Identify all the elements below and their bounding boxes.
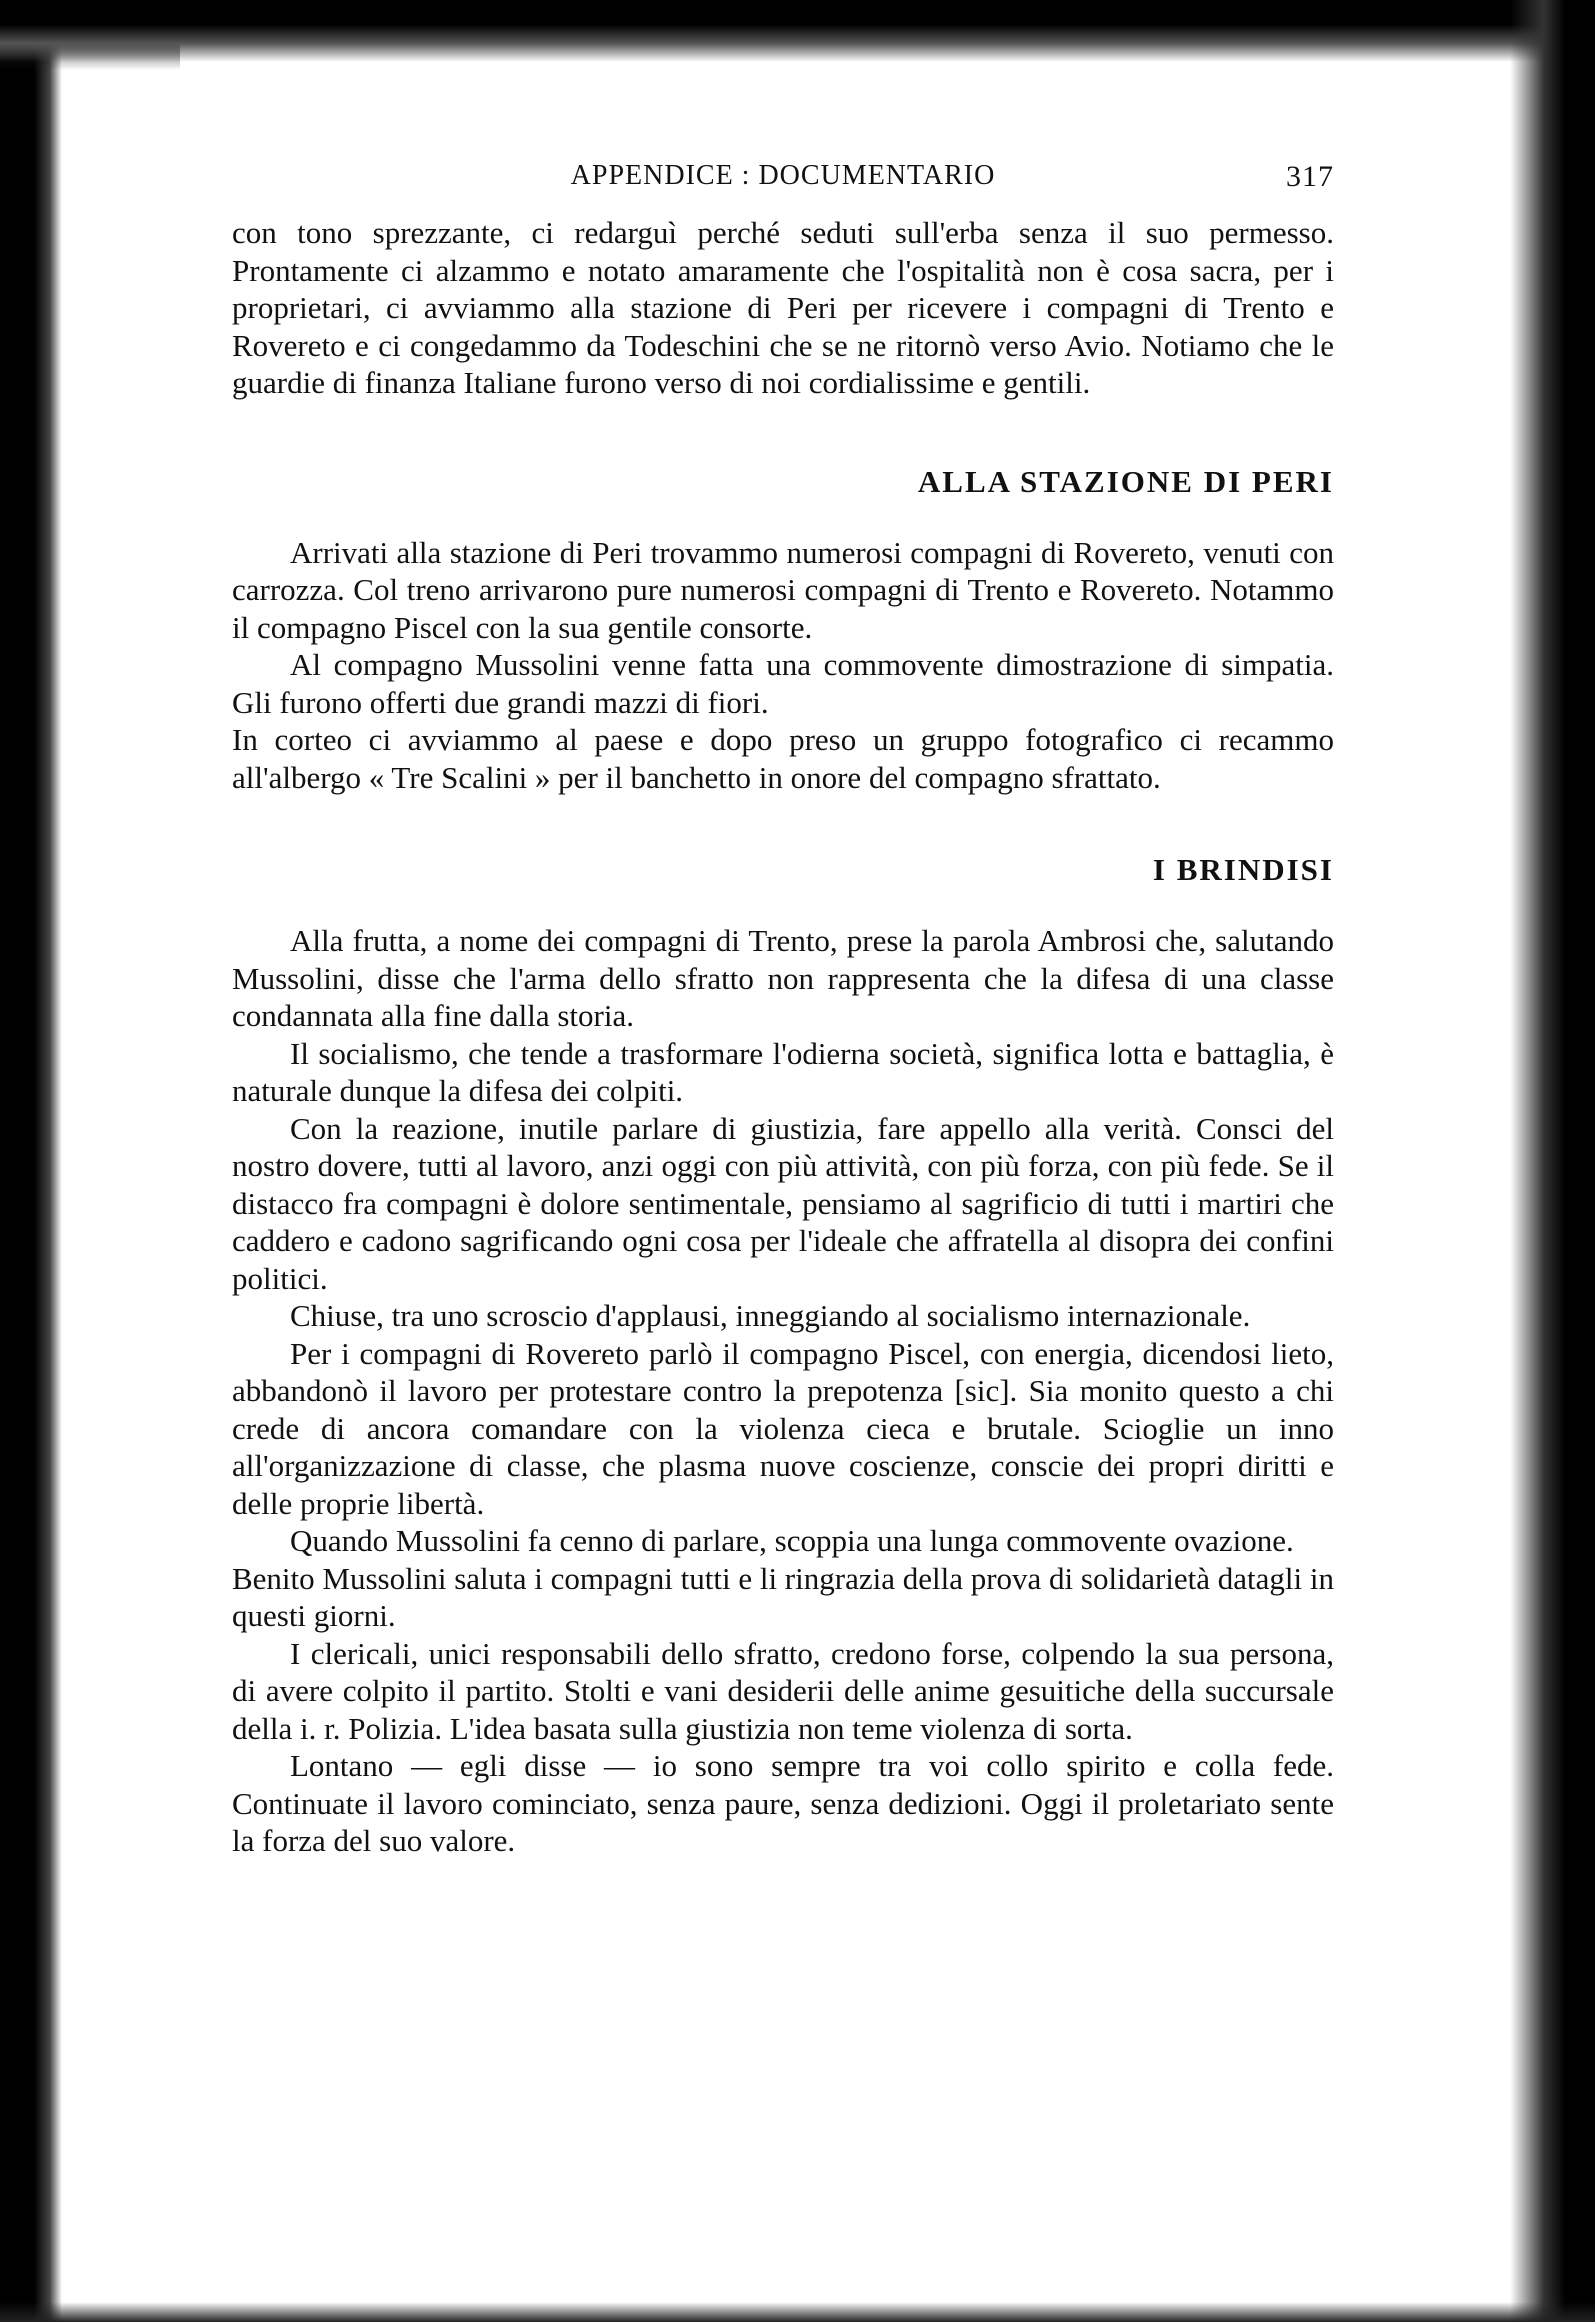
brindisi-paragraph-1: Alla frutta, a nome dei compagni di Trento, prese la parola Ambrosi che, salutando Mussolini, disse che l'arma dello sfratto non rappresenta che la difesa di una classe condannata alla fine dalla storia.: [232, 923, 1334, 1033]
stazione-paragraph-3: In corteo ci avviammo al paese e dopo preso un gruppo fotografico ci recammo all'albergo « Tre Scalini » per il banchetto in onore del compagno sfrattato.: [232, 722, 1334, 795]
scan-border-top: [0, 0, 1595, 62]
brindisi-paragraph-8: I clericali, unici responsabili dello sfratto, credono forse, colpendo la sua persona, di avere colpito il partito. Stolti e vani desiderii delle anime gesuitiche della succursale della i. r. Polizia. L'idea basata sulla giustizia non teme violenza di sorta.: [232, 1635, 1334, 1746]
brindisi-paragraph-4: Chiuse, tra uno scroscio d'applausi, inneggiando al socialismo internazionale.: [290, 1298, 1251, 1333]
brindisi-paragraph-7: Benito Mussolini saluta i compagni tutti e li ringrazia della prova di solidarietà datagli in questi giorni.: [232, 1560, 1334, 1633]
section-spacer: [232, 796, 1334, 850]
running-header: [232, 150, 1334, 214]
brindisi-paragraph-5: Per i compagni di Rovereto parlò il compagno Piscel, con energia, dicendosi lieto, abbandonò il lavoro per protestare contro la prepotenza [sic]. Sia monito questo a chi crede di ancora comandare con la violenza cieca e brutale. Scioglie un inno all'organizzazione di classe, che plasma nuove coscienze, conscie dei propri diritti e delle proprie libertà.: [232, 1335, 1334, 1521]
stazione-paragraph-1: Arrivati alla stazione di Peri trovammo numerosi compagni di Rovereto, venuti con carrozza. Col treno arrivarono pure numerosi compagni di Trento e Rovereto. Notammo il compagno Piscel con la sua gentile consorte.: [232, 534, 1334, 645]
intro-paragraph: con tono sprezzante, ci redarguì perché seduti sull'erba senza il suo permesso. Prontamente ci alzammo e notato amaramente che l'ospitalità non è cosa sacra, per i proprietari, ci avviammo alla stazione di Peri per ricevere i compagni di Trento e Rovereto e ci congedammo da Todeschini che se ne ritornò verso Avio. Notiamo che le guardie di finanza Italiane furono verso di noi cordialissime e gentili.: [232, 215, 1334, 400]
page-number: 317: [1286, 160, 1334, 193]
heading-alla-stazione-di-peri: ALLA STAZIONE DI PERI: [917, 463, 1334, 499]
book-page: [232, 150, 1334, 1860]
scan-border-bottom: [0, 2302, 1595, 2322]
section-spacer: [232, 502, 1334, 534]
brindisi-paragraph-2: Il socialismo, che tende a trasformare l'odierna società, significa lotta e battaglia, è naturale dunque la difesa dei colpiti.: [232, 1035, 1334, 1108]
scan-border-left: [0, 0, 62, 2322]
brindisi-paragraph-6: Quando Mussolini fa cenno di parlare, scoppia una lunga commovente ovazione.: [290, 1523, 1294, 1558]
heading-i-brindisi: I BRINDISI: [1152, 852, 1334, 887]
section-spacer: [232, 402, 1334, 462]
section-spacer: [232, 890, 1334, 922]
brindisi-paragraph-9: Lontano — egli disse — io sono sempre tra voi collo spirito e colla fede. Continuate il lavoro cominciato, senza paure, senza dedizioni. Oggi il proletariato sente la forza del suo valore.: [232, 1748, 1334, 1858]
scan-border-right: [1510, 0, 1595, 2322]
brindisi-paragraph-3: Con la reazione, inutile parlare di giustizia, fare appello alla verità. Consci del nostro dovere, tutti al lavoro, anzi oggi con più attività, con più forza, con più fede. Se il distacco fra compagni è dolore sentimentale, pensiamo al sagrificio di tutti i martiri che caddero e cadono sagrificando ogni cosa per l'ideale che affratella al disopra dei confini politici.: [232, 1110, 1334, 1296]
stazione-paragraph-2: Al compagno Mussolini venne fatta una commovente dimostrazione di simpatia. Gli furono offerti due grandi mazzi di fiori.: [232, 647, 1334, 720]
running-title: APPENDICE : DOCUMENTARIO: [570, 160, 996, 191]
